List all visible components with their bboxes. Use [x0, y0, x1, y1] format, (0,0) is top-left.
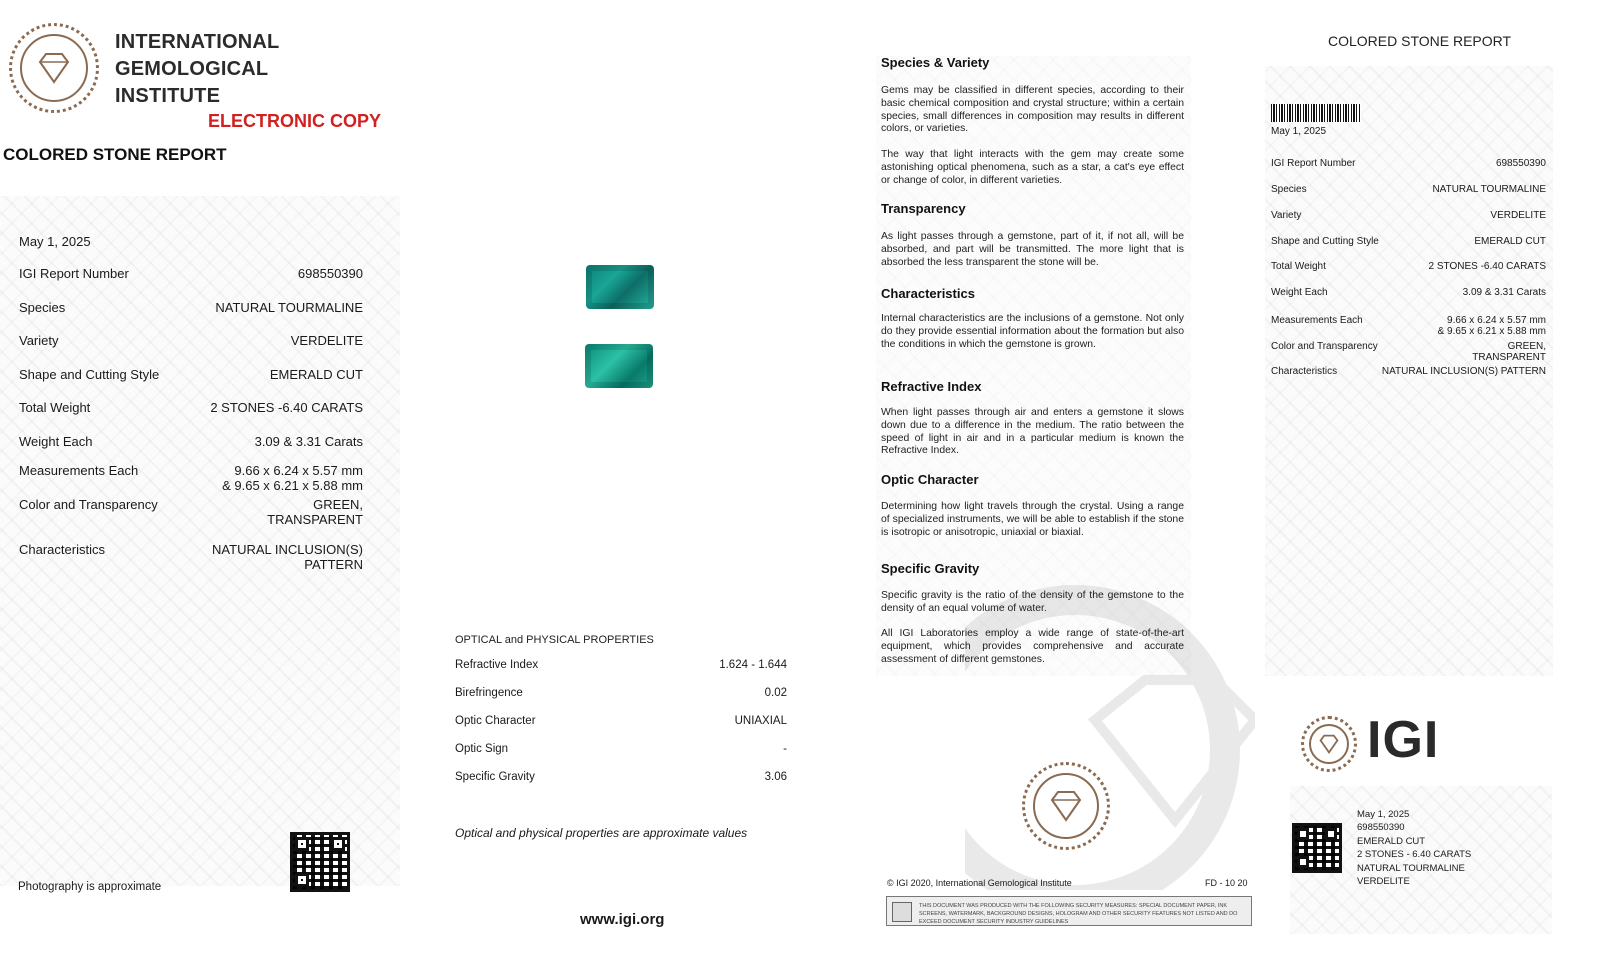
mini-variety: VERDELITE: [1357, 876, 1410, 888]
photography-note: Photography is approximate: [18, 881, 162, 893]
glossary-refractive-text: When light passes through air and enters a gemstone it slows down due to a difference in the medium. The ratio between the speed of light in air and in a particular medium is known the Refractive Index.: [881, 407, 1184, 457]
security-features-box: [886, 896, 1252, 926]
mini-weight: 2 STONES - 6.40 CARATS: [1357, 849, 1472, 861]
glossary-species-heading: Species & Variety: [881, 55, 990, 70]
website-link[interactable]: www.igi.org: [580, 911, 665, 928]
glossary-species-text-1: Gems may be classified in different species, according to their basic chemical composition and crystal structure; within a certain species, small differences in composition may results in different colors, or varieties.: [881, 85, 1184, 135]
qr-code-icon[interactable]: [290, 832, 350, 892]
igi-medallion-icon: [1022, 762, 1110, 850]
copyright-text: © IGI 2020, International Gemological Institute: [887, 878, 1072, 888]
lock-icon: [892, 902, 912, 922]
glossary-optic-text: Determining how light travels through the crystal. Using a range of specialized instruments, we will be able to establish if the stone is isotropic or anisotropic, uniaxial or biaxial.: [881, 501, 1184, 538]
report-title: COLORED STONE REPORT: [3, 145, 227, 164]
glossary-optic-heading: Optic Character: [881, 472, 979, 487]
igi-logo-text: IGI: [1367, 711, 1440, 769]
glossary-transparency-text: As light passes through a gemstone, part of it, if not all, will be absorbed, and part will be transmitted. The more light that is absorbed the less transparent the stone will be.: [881, 231, 1184, 268]
glossary-transparency-heading: Transparency: [881, 201, 966, 216]
igi-seal-icon: [9, 23, 99, 113]
org-name-line-2: GEMOLOGICAL: [115, 58, 269, 80]
watermark-seal-icon: [965, 570, 1255, 890]
mini-card-details: [1357, 808, 1471, 888]
glossary-characteristics-text: Internal characteristics are the inclusions of a gemstone. Not only do they provide essential information about the formation but also the conditions in which the gemstone is grown.: [881, 313, 1184, 350]
electronic-copy-label: ELECTRONIC COPY: [208, 111, 382, 131]
optical-properties-title: OPTICAL and PHYSICAL PROPERTIES: [455, 634, 654, 646]
glossary-gravity-text-1: Specific gravity is the ratio of the density of the gemstone to the density of an equal volume of water.: [881, 590, 1184, 614]
mini-species: NATURAL TOURMALINE: [1357, 862, 1465, 874]
mini-report-number: 698550390: [1357, 822, 1405, 834]
optical-note: Optical and physical properties are approximate values: [455, 826, 748, 840]
gemstone-image-1: [586, 265, 654, 309]
glossary-gravity-text-2: All IGI Laboratories employ a wide range of state-of-the-art equipment, which provides comprehensive and accurate assessment of different gemstones.: [881, 628, 1184, 665]
glossary-characteristics-heading: Characteristics: [881, 286, 975, 301]
gemstone-image-2: [585, 344, 653, 388]
mini-date: May 1, 2025: [1357, 809, 1410, 820]
summary-title: COLORED STONE REPORT: [1328, 33, 1512, 49]
security-features-text: THIS DOCUMENT WAS PRODUCED WITH THE FOLLOWING SECURITY MEASURES: SPECIAL DOCUMENT PAPER, INK SCREENS, WATERMARK, BACKGROUND DESIGNS, HOLOGRAM AND OTHER SECURITY FEATURES NOT LISTED AND DO EXCEED DOCUMENT SECURITY INDUSTRY GUIDELINES: [919, 903, 1238, 925]
mini-shape: EMERALD CUT: [1357, 835, 1426, 847]
org-name-line-3: INSTITUTE: [115, 85, 221, 107]
org-name-line-1: INTERNATIONAL: [115, 31, 280, 53]
glossary-species-text-2: The way that light interacts with the gem may create some astonishing optical phenomena, such as a star, a cat's eye effect or change of color, in different varieties.: [881, 149, 1184, 186]
form-code: FD - 10 20: [1205, 878, 1248, 888]
mini-qr-code-icon[interactable]: [1292, 823, 1342, 873]
glossary-gravity-heading: Specific Gravity: [881, 561, 980, 576]
igi-logo-seal-icon: [1301, 716, 1357, 772]
glossary-refractive-heading: Refractive Index: [881, 379, 982, 394]
barcode-icon: [1271, 104, 1361, 122]
